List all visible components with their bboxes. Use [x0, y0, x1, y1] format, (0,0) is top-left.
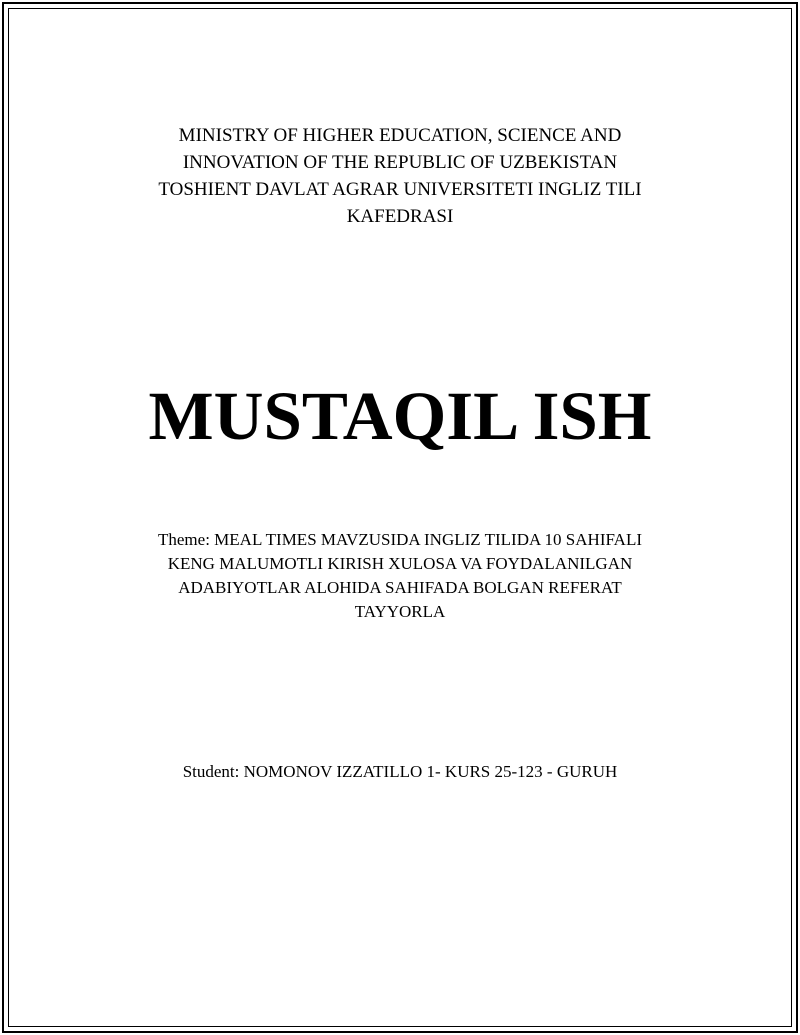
theme-line: Theme: MEAL TIMES MAVZUSIDA INGLIZ TILIDA 10 SAHIFALI: [158, 530, 642, 549]
header-line: MINISTRY OF HIGHER EDUCATION, SCIENCE AND: [178, 125, 622, 146]
theme-line: ADABIYOTLAR ALOHIDA SAHIFADA BOLGAN REFERAT: [178, 578, 622, 597]
theme-block: [100, 528, 700, 624]
ministry-header: [100, 122, 700, 230]
document-title: MUSTAQIL ISH: [148, 378, 652, 454]
header-line: KAFEDRASI: [346, 206, 454, 227]
header-line: TOSHIENT DAVLAT AGRAR UNIVERSITETI INGLIZ TILI: [158, 179, 642, 200]
theme-line: TAYYORLA: [354, 602, 446, 621]
student-info: Student: NOMONOV IZZATILLO 1- KURS 25-123 - GURUH: [182, 762, 618, 781]
theme-line: KENG MALUMOTLI KIRISH XULOSA VA FOYDALANILGAN: [167, 554, 633, 573]
header-line: INNOVATION OF THE REPUBLIC OF UZBEKISTAN: [182, 152, 618, 173]
